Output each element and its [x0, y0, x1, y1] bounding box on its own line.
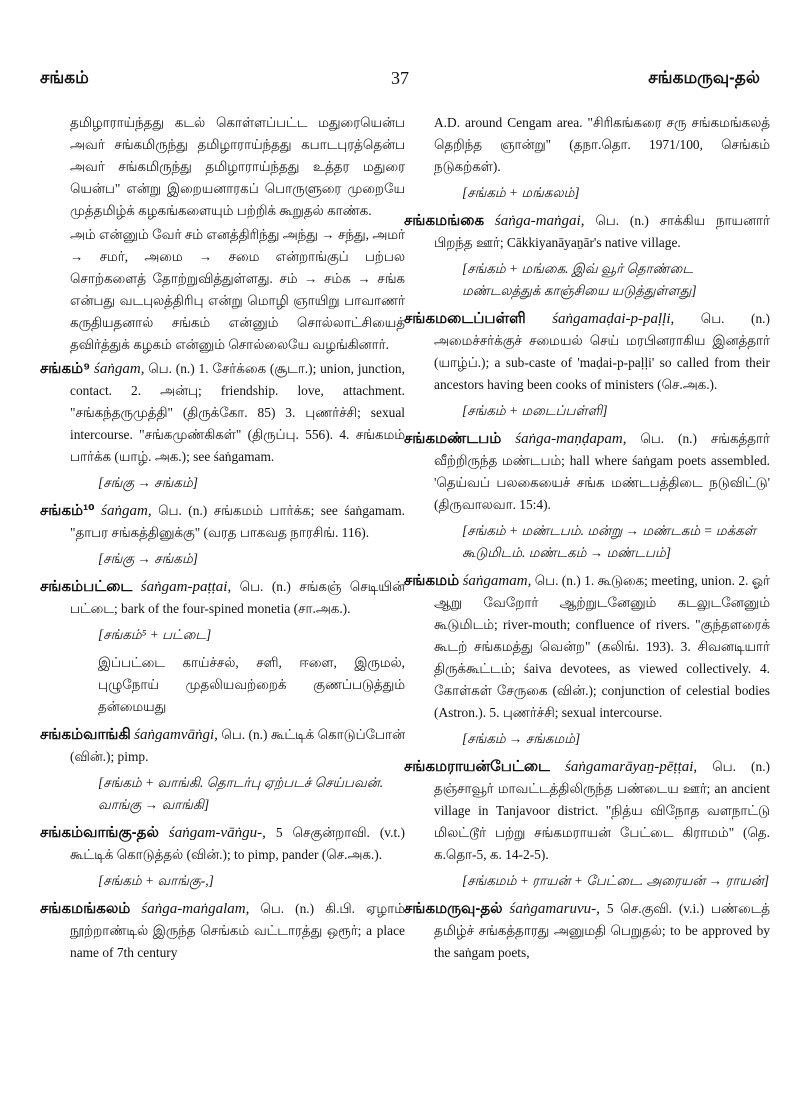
transliteration: śaṅgam-vāṅgu-,: [168, 825, 266, 841]
headword: சங்கமம்: [404, 572, 460, 589]
definition: பெ. (n.) சாக்கிய நாயனார் பிறந்த ஊர்; Cākkiyanāyaṉār's native village.: [434, 213, 770, 250]
headword: சங்கமருவு-தல்: [404, 900, 503, 917]
transliteration: śaṅga-maṇḍapam,: [515, 431, 627, 447]
etymology: [சங்கு → சங்கம்]: [98, 551, 198, 566]
headword: சங்கமங்கை: [404, 212, 485, 229]
definition: பெ. (n.) 1. கூடுகை; meeting, union. 2. ஓர் ஆறு வேறோர் ஆற்றுடனேனும் கடலுடனேனும் கூடுமிடம்; river-mouth; confluence of rivers. "குந்தளரைக் கூடற் சங்கமத்து வென்ற" (கலிங். 193). 3. சிவனடியார் திருக்கூட்டம்; śaiva devotees, as viewed collectively. 4. கோள்கள் சேருகை (வின்.); conjunction of celestial bodies (Astron.). 5. புணர்ச்சி; sexual intercourse.: [434, 573, 770, 720]
definition: 5 செகுன்றாவி. (v.t.) கூட்டிக் கொடுத்தல் (வின்.); to pimp, pander (செ.அக.).: [70, 825, 405, 862]
right-column: [404, 112, 770, 966]
etymology: [சங்கம் + மடைப்பள்ளி]: [462, 403, 608, 418]
transliteration: śaṅgamam,: [462, 573, 532, 589]
entry-sangamaruvu: [404, 898, 770, 964]
entry-sangam-vangu: [40, 822, 405, 866]
definition: பெ. (n.) தஞ்சாவூர் மாவட்டத்திலிருந்த பண்டைய ஊர்; an ancient village in Tanjavoor district. "நித்ய விநோத வளநாட்டு மிலட்டூர் பற்று சங்கமராயன் பேட்டை கிராமம்" (தெ. க.தொ-5, க. 14-2-5).: [434, 759, 770, 862]
transliteration: śaṅgamvāṅgi,: [134, 727, 218, 743]
headword: சங்கம்⁹: [40, 360, 91, 377]
etymology: [சங்கம் + மண்டபம். மன்று → மண்டகம் = மக்கள் கூடுமிடம். மண்டகம் → மண்டபம்]: [462, 523, 756, 560]
definition: பெ. (n.) சங்கஞ் செடியின் பட்டை; bark of the four-spined monetia (சா.அக.).: [70, 579, 405, 616]
transliteration: śaṅgamarāyaṉ-pēṭṭai,: [565, 759, 698, 775]
headword: சங்கமண்டபம்: [404, 430, 502, 447]
etymology: [சங்கம் + வாங்கு-,]: [98, 873, 214, 888]
left-column: [40, 112, 405, 966]
headword: சங்கம்வாங்கு-தல்: [40, 824, 159, 841]
page-number: 37: [391, 68, 409, 88]
running-head-left: சங்கம்: [40, 68, 89, 87]
headword: சங்கமடைப்பள்ளி: [404, 310, 526, 327]
transliteration: śaṅgam,: [101, 503, 152, 519]
transliteration: śaṅgamaḍai-p-paḷḷi,: [552, 311, 675, 327]
entry-sanga-mandapam: [404, 428, 770, 516]
definition: பெ. (n.) சங்கத்தார் வீற்றிருந்த மண்டபம்; hall where śaṅgam poets assembled. 'தெய்வப் பலகையைச் சங்க மண்டபத்திடை நடுவிட்டு' (திருவாலவா. 15:4).: [434, 431, 770, 512]
etymology: [சங்கமம் + ராயன் + பேட்டை. அரையன் → ராயன்]: [462, 873, 770, 888]
definition: 5 செ.குவி. (v.i.) பண்டைத் தமிழ்ச் சங்கத்தாரது அனுமதி பெறுதல்; to be approved by the saṅgam poets,: [434, 901, 770, 960]
transliteration: śaṅgam,: [94, 361, 145, 377]
entry-sangamadai-p-palli: [404, 308, 770, 396]
definition: பெ. (n.) கி.பி. ஏழாம் நூற்றாண்டில் இருந்த செங்கம் வட்டாரத்து ஒரூர்; a place name of 7th century: [70, 901, 405, 960]
definition: பெ. (n.) சங்கமம் பார்க்க; see śaṅgamam. "தாபர சங்கத்தினுக்கு" (வரத பாகவத நாரசிங். 116).: [70, 503, 405, 540]
etymology: [சங்கம் + மங்கலம்]: [462, 185, 580, 200]
definition: பெ. (n.) 1. சேர்க்கை (சூடா.); union, junction, contact. 2. அன்பு; friendship. love, attachment. "சங்கந்தருமுத்தி" (திருக்கோ. 85) 3. புணர்ச்சி; sexual intercourse. "சங்கமுண்கிகள்" (திருப்பு. 556). 4. சங்கமம் பார்க்க (யாழ். அக.); see śaṅgamam.: [70, 361, 405, 464]
headword: சங்கம்பட்டை: [40, 578, 133, 595]
continuation-text: தமிழாராய்ந்தது கடல் கொள்ளப்பட்ட மதுரையென்ப அவர் சங்கமிருந்து தமிழாராய்ந்தது கபாடபுரத்தென்ப அவர் சங்கமிருந்து தமிழாராய்ந்தது உத்தர மதுரை யென்ப" என்று இறையனாரகப் பொருளுரை முறையே முத்தமிழ்க் கழகங்களையும் பற்றிக் கூறுதல் காண்க.: [70, 115, 405, 218]
definition: பெ. (n.) அமைச்சர்க்குச் சமையல் செய் மரபினராகிய இனத்தார் (யாழ்ப்.); a sub-caste of 'maḍai-p-paḷḷi' so called from their ancestors having been cooks of ministers (செ.அக.).: [434, 311, 770, 392]
headword: சங்கமராயன்பேட்டை: [404, 758, 550, 775]
entry-sangam-9: [40, 358, 405, 468]
continuation-text: A.D. around Cengam area. "சிரிகங்கரை சரு சங்கமங்கலத் தெறிந்த ஞான்று" (தநா.தொ. 1971/100, செங்கம் நடுகற்கள்).: [434, 115, 770, 174]
running-head-right: சங்கமருவு-தல்: [648, 68, 760, 87]
etymology-note: அம் என்னும் வேர் சம் எனத்திரிந்து அந்து → சந்து, அமர் → சமர், அமை → சமை என்றாங்குப் பற்பல சொற்களைத் தோற்றுவித்துள்ளது. சம் → சம்க → சங்க என்பது வடபுலத்திரிபு என்று மொழி ஞாயிறு பாவாணர் கருதியதனால் சங்கம் என்னும் சொல்லாட்சியைத் தவிர்த்துக் கழகம் என்னும் சொல்லையே வழங்கினார்.: [70, 227, 405, 352]
etymology: [சங்கம் + வாங்கி. தொடர்பு ஏற்படச் செய்பவன். வாங்கு → வாங்கி]: [98, 775, 384, 812]
etymology: [சங்கம் → சங்கமம்]: [462, 731, 581, 746]
etymology: [சங்கம் + மங்கை. இவ் வூர் தொண்டை மண்டலத்துக் காஞ்சியை யடுத்துள்ளது]: [462, 261, 697, 298]
transliteration: śaṅgamaruvu-,: [509, 901, 600, 917]
entry-sangamam: [404, 570, 770, 724]
transliteration: śaṅga-maṅgai,: [494, 213, 585, 229]
entry-sangam-vangi: [40, 724, 405, 768]
headword: சங்கம்வாங்கி: [40, 726, 131, 743]
etymology: [சங்கம்⁵ + பட்டை]: [98, 627, 212, 642]
entry-sangamarayan-pettai: [404, 756, 770, 866]
definition: பெ. (n.) கூட்டிக் கொடுப்போன் (வின்.); pimp.: [70, 727, 405, 764]
entry-sangam-10: [40, 500, 405, 544]
transliteration: śaṅga-maṅgalam,: [141, 901, 250, 917]
etymology: [சங்கு → சங்கம்]: [98, 475, 198, 490]
entry-sanga-mangai: [404, 210, 770, 254]
headword: சங்கம்¹⁰: [40, 502, 95, 519]
entry-sanga-mangalam: [40, 898, 405, 964]
entry-sangam-pattai: [40, 576, 405, 620]
transliteration: śaṅgam-paṭṭai,: [140, 579, 232, 595]
usage-note: இப்பட்டை காய்ச்சல், சளி, ஈளை, இருமல், புழுநோய் முதலியவற்றைக் குணப்படுத்தும் தன்மையது: [98, 655, 405, 714]
headword: சங்கமங்கலம்: [40, 900, 131, 917]
